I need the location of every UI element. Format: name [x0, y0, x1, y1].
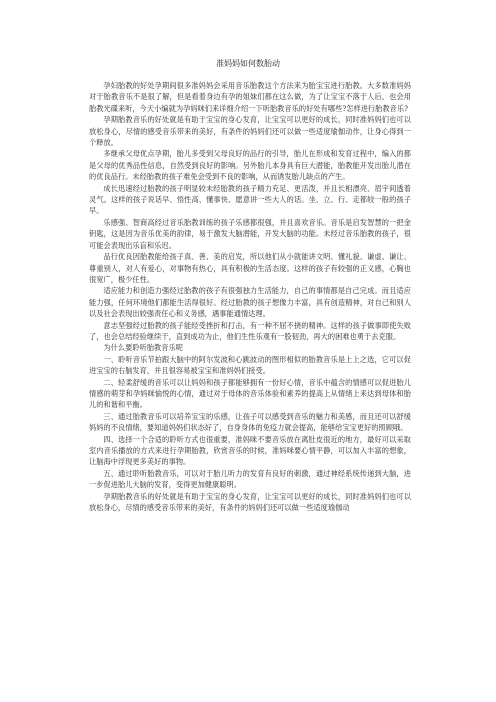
list-item: 五、通过聆听胎教音乐，可以对于胎儿听力的发育有良好的刺激，通过神经系统传递到大脑，进一步促进胎儿大脑的发育，变得更加健康聪明。 — [89, 468, 411, 490]
list-item: 一、聆听音乐节拍跟大脑中的阿尔发波和心跳波动的图形相似的胎教音乐是上上之选，它可以促进宝宝的右脑发育，并且很容易被宝宝和准妈妈们接受。 — [89, 354, 411, 376]
paragraph: 孕期胎教音乐的好处就是有助于宝宝的身心发育，让宝宝可以更好的成长，同时准妈妈们也可以放松身心，尽情的感受音乐带来的美好，有条件的妈妈们还可以做一些适度瑜伽动 — [89, 491, 411, 513]
list-item: 三、通过胎教音乐可以培养宝宝的乐感，让孩子可以感受到音乐的魅力和美感，而且还可以舒缓妈妈的不良情绪，要知道妈妈们状态好了，自身身体的免疫力就会提高，能够给宝宝更好的照顾哦。 — [89, 411, 411, 433]
list-item: 四、选择一个合适的聆听方式也很重要，准妈咪不要音乐放在离肚皮很近的地方，最好可以采取室内音乐播放的方式来进行孕期胎教，欣赏音乐的时候，准妈咪要心情平静，可以加入丰富的想象，让脑海中浮现更多美好的事物。 — [89, 434, 411, 467]
paragraph: 孕期胎教音乐的好处就是有助于宝宝的身心发育，让宝宝可以更好的成长，同时准妈妈们也可以放松身心，尽情的感受音乐带来的美好，有条件的妈妈们还可以做一些适度瑜伽动作，让身心得到一个释放。 — [89, 115, 411, 148]
paragraph: 适应能力和创造力强经过胎教的孩子有很强独力生活能力，自己的事情都是自己完成。而且适应能力强，任何环境他们都能生活得很好。经过胎教的孩子想像力丰富，具有创造精神，对自己和别人以及社会表现出较强责任心和义务感，遇事能通情达理。 — [89, 286, 411, 319]
section-heading: 为什么要聆听胎教音乐呢 — [103, 343, 184, 353]
paragraph: 品行优良因胎教能给孩子真、善、美的启发，所以他们从小就能讲文明、懂礼貌、谦虚、谦让、尊重别人，对人有爱心，对事物有热心，具有积极的生活态度。这样的孩子有较强的正义感，心胸也很宽广，极少任性。 — [89, 252, 411, 284]
paragraph: 孕妇胎教的好处孕期间很多准妈妈会采用音乐胎教这个方法来为胎宝宝进行胎教。大多数准妈妈对于胎教音乐不是很了解，但是看着身边有孕的姐妹们都在这么做，为了让宝宝不落于人后，也会用胎教光碟来听，今天小编就为孕妈咪们来详细介绍一下听胎教音乐的好处有哪些?怎样进行胎教音乐? — [89, 81, 411, 113]
paragraph: 乐感强、智商高经过音乐胎教训练的孩子乐感都很强，并且喜欢音乐。音乐是启发智慧的一把金钥匙，这是因为音乐优美的韵律，易于激发大脑潜能，开发大脑的功能。未经过音乐胎教的孩子，很可能会表现出乐盲和乐迟。 — [89, 217, 411, 250]
document-body — [89, 80, 411, 513]
document-title: 准妈妈如何数胎动 — [216, 59, 280, 68]
paragraph: 意志坚强经过胎教的孩子能经受挫折和打击，有一种不屈不挠的精神。这样的孩子做事即使失败了，也会总结经验继续干，直到成功为止，他们生性乐观有一股韧劲，再大的困难也勇于去克服。 — [89, 320, 411, 341]
list-item: 二、轻柔舒缓的音乐可以让妈妈和孩子都能够拥有一份好心情，音乐中蕴含的情感可以促进胎儿情感的萌芽和孕妈咪愉悦的心情，通过对于母体的音乐体验和素养的提高上从情绪上来达到母体和胎儿的和谐和平衡。 — [89, 377, 411, 410]
paragraph: 成长迅速经过胎教的孩子明显较未经胎教的孩子精力充足、更活泼，并且长相漂亮、眉宇间透着灵气。这样的孩子说话早、悟性高、懂事快、愿意讲一些大人的话。坐、立、行、走都较一般的孩子早。 — [89, 183, 411, 216]
paragraph: 多继承父母优点孕期，胎儿多受到父母良好的品行的引导，胎儿在形成和发育过程中，编入的都是父母的优秀品性信息，自然受到良好的影响。另外胎儿本身具有巨大潜能，胎教能开发出胎儿潜在的优良品行。未经胎教的孩子难免会受到不良的影响，从而诱发胎儿缺点的产生。 — [89, 149, 411, 182]
